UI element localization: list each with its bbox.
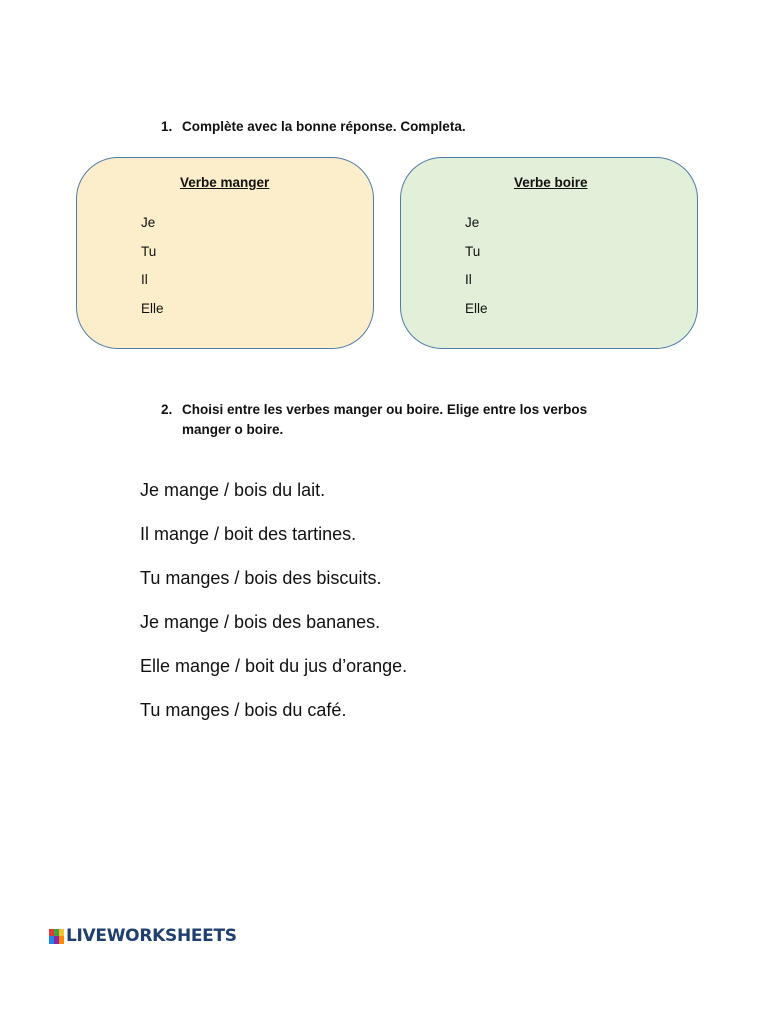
exercise-2-text-line1: Choisi entre les verbes manger ou boire. Elige entre los verbos <box>182 402 588 417</box>
exercise-1-number: 1. <box>161 119 173 134</box>
pronoun-il: Il <box>141 272 148 287</box>
verb-boire-box <box>400 157 698 349</box>
verb-manger-box <box>76 157 374 349</box>
sentence-item: Il mange / boit des tartines. <box>140 524 357 544</box>
liveworksheets-logo-icon <box>49 929 64 944</box>
exercise-1-text: Complète avec la bonne réponse. Completa. <box>182 119 466 134</box>
sentence-item: Tu manges / bois des biscuits. <box>140 568 382 588</box>
verb-boire-pronoun-list <box>465 214 488 328</box>
exercise-2-text-line2: manger o boire. <box>182 422 284 437</box>
sentence-item: Tu manges / bois du café. <box>140 700 347 720</box>
pronoun-tu: Tu <box>465 243 481 259</box>
verb-boire-title: Verbe boire <box>514 175 588 190</box>
liveworksheets-logo[interactable] <box>49 926 237 946</box>
logo-color-cell <box>59 929 64 937</box>
liveworksheets-logo-text: LIVEWORKSHEETS <box>66 926 237 946</box>
sentence-item: Je mange / bois du lait. <box>140 480 326 500</box>
pronoun-elle: Elle <box>465 300 488 316</box>
pronoun-je: Je <box>465 215 480 230</box>
sentence-item: Elle mange / boit du jus d’orange. <box>140 656 408 676</box>
sentence-list <box>140 478 407 742</box>
exercise-2-instruction <box>161 400 641 440</box>
pronoun-je: Je <box>141 215 156 230</box>
verb-manger-pronoun-list <box>141 214 164 328</box>
sentence-item: Je mange / bois des bananes. <box>140 612 381 632</box>
pronoun-elle: Elle <box>141 300 164 316</box>
logo-color-cell <box>59 936 64 944</box>
verb-manger-title: Verbe manger <box>180 175 270 190</box>
pronoun-il: Il <box>465 272 472 287</box>
pronoun-tu: Tu <box>141 243 157 259</box>
exercise-2-number: 2. <box>161 402 173 417</box>
exercise-1-instruction <box>161 117 466 137</box>
